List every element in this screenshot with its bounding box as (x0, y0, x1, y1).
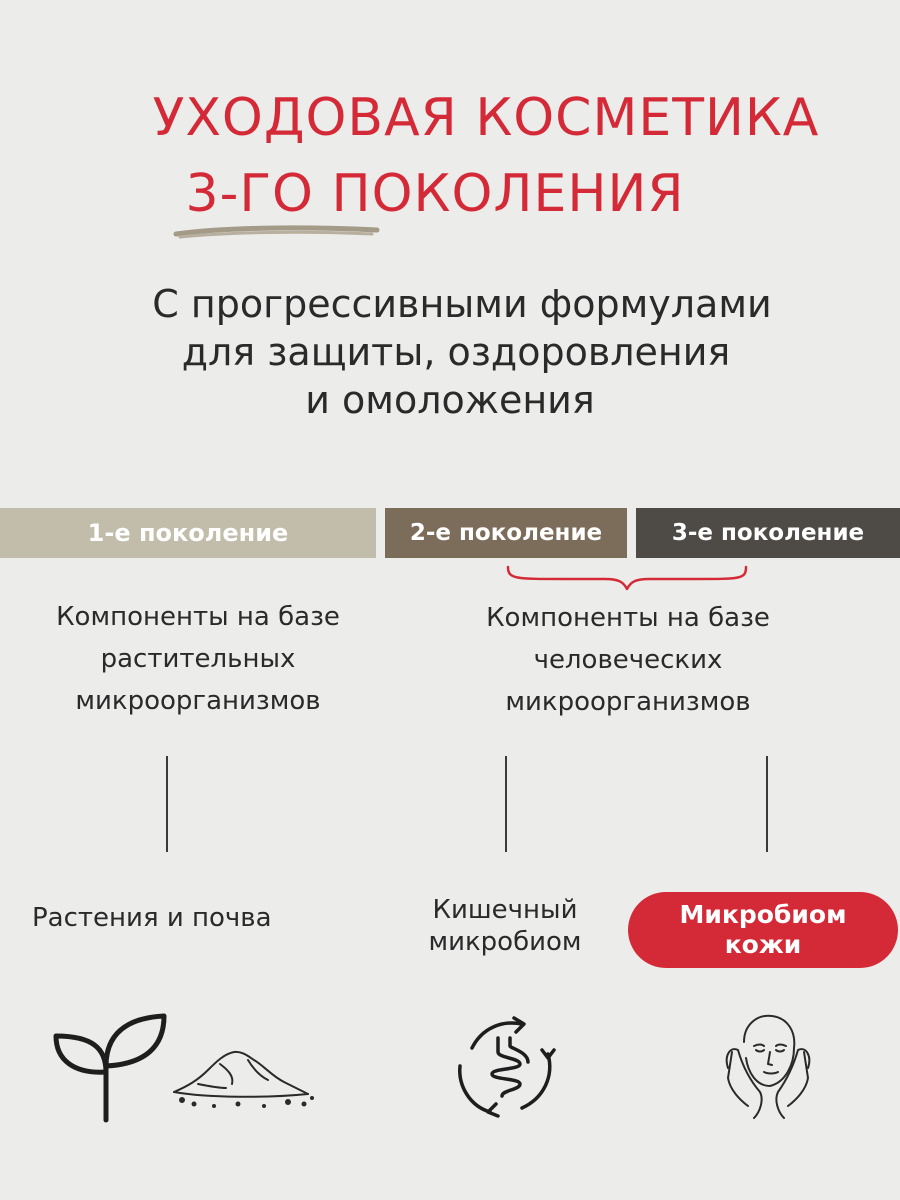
face-skin-icon (720, 1012, 816, 1120)
subtitle-line-3: и омоложения (305, 378, 595, 422)
sprout-icon (52, 1012, 172, 1124)
generation-3-bar: 3-е поколение (636, 508, 900, 558)
gut-microbiome-label: Кишечный микробиом (428, 895, 582, 957)
headline-line-1: УХОДОВАЯ КОСМЕТИКА (152, 88, 820, 148)
subtitle-line-1: С прогрессивными формулами (152, 282, 772, 326)
human-components-description: Компоненты на базе человеческих микроорганизмов (486, 603, 770, 717)
curly-brace-icon (505, 563, 750, 593)
subtitle-line-2: для защиты, оздоровления (181, 330, 731, 374)
brush-underline-icon (172, 220, 382, 242)
plants-soil-label: Растения и почва (32, 903, 272, 933)
generation-2-bar: 2-е поколение (385, 508, 627, 558)
headline-line-2: 3-ГО ПОКОЛЕНИЯ (185, 164, 685, 224)
connector-line-2 (505, 756, 507, 852)
plant-components-description: Компоненты на базе растительных микроорганизмов (56, 602, 340, 716)
gut-cycle-icon (452, 1014, 560, 1118)
skin-microbiome-badge: Микробиом кожи (628, 892, 898, 968)
connector-line-3 (766, 756, 768, 852)
connector-line-1 (166, 756, 168, 852)
soil-icon (168, 1040, 318, 1112)
generation-1-bar: 1-е поколение (0, 508, 376, 558)
